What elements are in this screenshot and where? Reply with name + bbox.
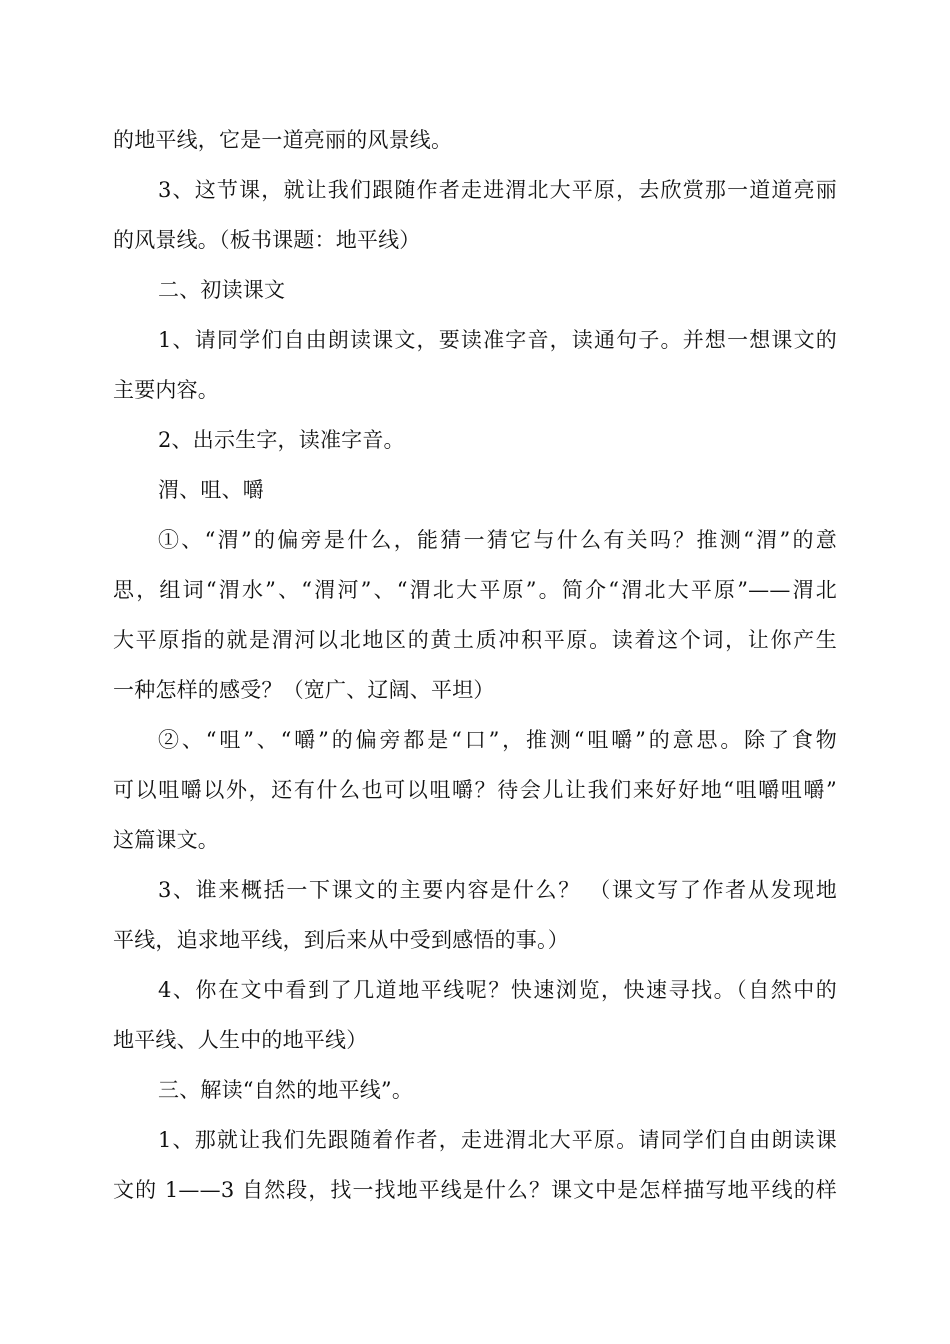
text-line: 文的 1——3 自然段，找一找地平线是什么？课文中是怎样描写地平线的样 (113, 1178, 837, 1202)
text-line: 3、谁来概括一下课文的主要内容是什么？ （课文写了作者从发现地 (158, 878, 837, 902)
text-line: 主要内容。 (113, 378, 219, 402)
text-line: 地平线、人生中的地平线） (113, 1028, 368, 1052)
text-line: 可以咀嚼以外，还有什么也可以咀嚼？待会儿让我们来好好地“咀嚼咀嚼” (113, 778, 837, 802)
text-line: 的地平线，它是一道亮丽的风景线。 (113, 128, 453, 152)
text-line: 渭、咀、嚼 (158, 478, 264, 502)
text-line: 2、出示生字，读准字音。 (158, 428, 405, 452)
text-line: 1、请同学们自由朗读课文，要读准字音，读通句子。并想一想课文的 (158, 328, 837, 352)
text-line: 4、你在文中看到了几道地平线呢？快速浏览，快速寻找。（自然中的 (158, 978, 837, 1002)
text-line: 3、这节课，就让我们跟随作者走进渭北大平原，去欣赏那一道道亮丽 (158, 178, 837, 202)
text-line: 平线，追求地平线，到后来从中受到感悟的事。） (113, 928, 569, 952)
text-line: 的风景线。（板书课题：地平线） (113, 228, 421, 252)
text-line: 思，组词“渭水”、“渭河”、“渭北大平原”。简介“渭北大平原”——渭北 (113, 578, 837, 602)
text-line: 这篇课文。 (113, 828, 219, 852)
text-line: 一种怎样的感受？（宽广、辽阔、平坦） (113, 678, 495, 702)
section-heading: 二、初读课文 (158, 278, 286, 302)
text-line: ①、“渭”的偏旁是什么，能猜一猜它与什么有关吗？推测“渭”的意 (158, 528, 837, 552)
text-line: 1、那就让我们先跟随着作者，走进渭北大平原。请同学们自由朗读课 (158, 1128, 837, 1152)
section-heading: 三、解读“自然的地平线”。 (158, 1078, 414, 1102)
text-line: ②、“咀”、“嚼”的偏旁都是“口”，推测“咀嚼”的意思。除了食物 (158, 728, 837, 752)
text-line: 大平原指的就是渭河以北地区的黄土质冲积平原。读着这个词，让你产生 (113, 628, 837, 652)
